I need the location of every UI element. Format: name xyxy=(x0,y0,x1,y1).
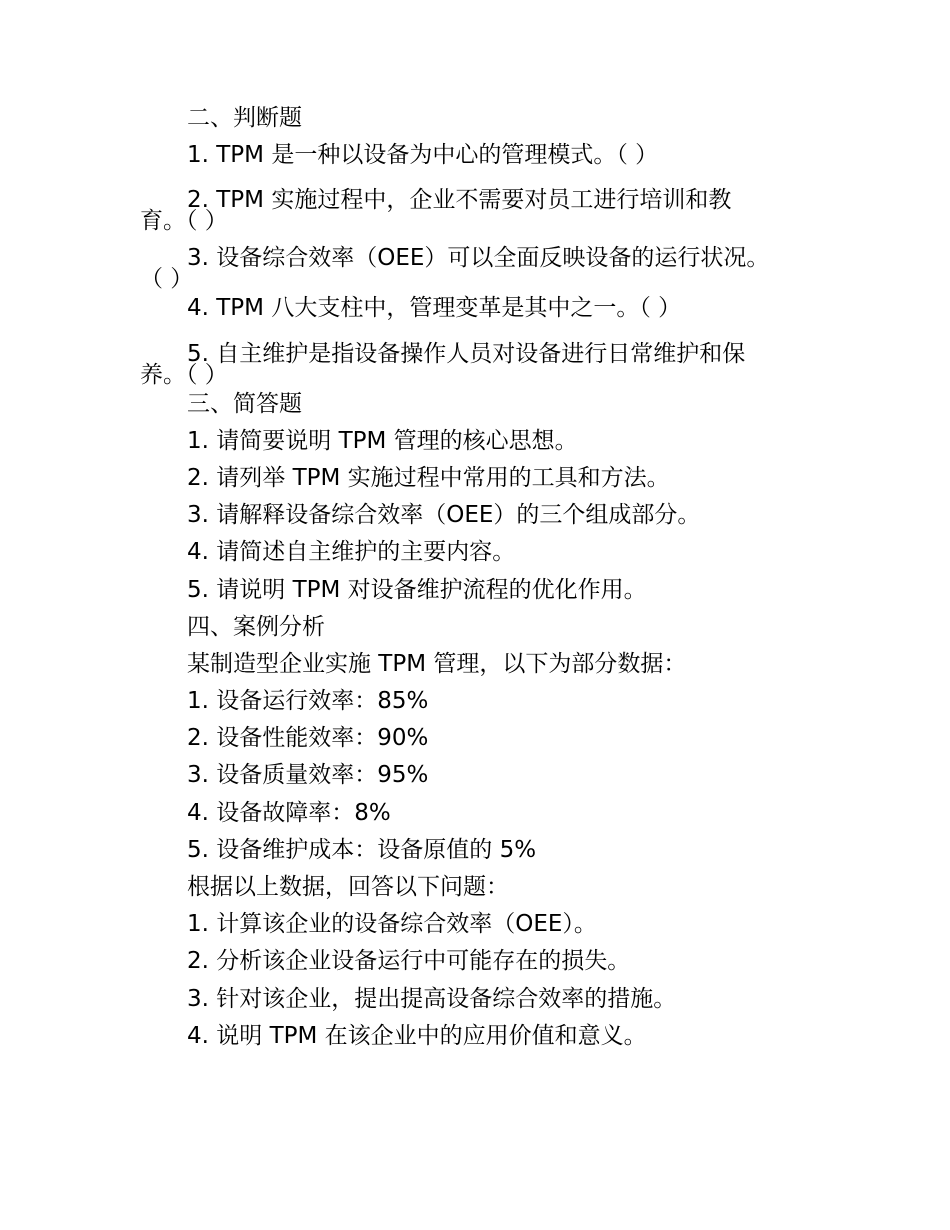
judgment-question-5-line-1: 5. 自主维护是指设备操作人员对设备进行日常维护和保 xyxy=(187,340,746,367)
case-intro: 某制造型企业实施 TPM 管理，以下为部分数据： xyxy=(187,650,687,677)
case-question-2: 2. 分析该企业设备运行中可能存在的损失。 xyxy=(187,948,631,975)
judgment-question-4: 4. TPM 八大支柱中，管理变革是其中之一。（ ） xyxy=(187,295,682,322)
case-data-item-2: 2. 设备性能效率：90% xyxy=(187,725,429,752)
judgment-question-2 xyxy=(140,174,790,235)
section-heading-judgment: 二、判断题 xyxy=(187,105,302,131)
judgment-question-3 xyxy=(140,232,790,293)
short-answer-question-5: 5. 请说明 TPM 对设备维护流程的优化作用。 xyxy=(187,576,647,603)
judgment-question-1: 1. TPM 是一种以设备为中心的管理模式。（ ） xyxy=(187,142,659,169)
case-question-4: 4. 说明 TPM 在该企业中的应用价值和意义。 xyxy=(187,1022,647,1049)
case-data-item-3: 3. 设备质量效率：95% xyxy=(187,762,429,789)
short-answer-question-2: 2. 请列举 TPM 实施过程中常用的工具和方法。 xyxy=(187,464,670,491)
judgment-question-2-line-2: 育。（ ） xyxy=(140,208,228,235)
short-answer-question-4: 4. 请简述自主维护的主要内容。 xyxy=(187,539,516,566)
case-data-item-4: 4. 设备故障率：8% xyxy=(187,799,391,826)
case-data-item-5: 5. 设备维护成本：设备原值的 5% xyxy=(187,836,537,863)
case-question-3: 3. 针对该企业，提出提高设备综合效率的措施。 xyxy=(187,985,677,1012)
section-heading-short-answer: 三、简答题 xyxy=(187,390,302,417)
document-body xyxy=(140,100,790,1055)
case-data-item-1: 1. 设备运行效率：85% xyxy=(187,688,429,715)
short-answer-question-1: 1. 请简要说明 TPM 管理的核心思想。 xyxy=(187,427,578,454)
case-question-intro: 根据以上数据，回答以下问题： xyxy=(187,874,509,900)
short-answer-question-3: 3. 请解释设备综合效率（OEE）的三个组成部分。 xyxy=(187,502,701,529)
judgment-question-3-line-1: 3. 设备综合效率（OEE）可以全面反映设备的运行状况。 xyxy=(187,245,770,272)
judgment-question-3-line-2: （ ） xyxy=(140,266,194,293)
judgment-question-5-line-2: 养。（ ） xyxy=(140,361,228,388)
case-question-1: 1. 计算该企业的设备综合效率（OEE）。 xyxy=(187,911,597,938)
judgment-question-5 xyxy=(140,328,790,386)
judgment-question-2-line-1: 2. TPM 实施过程中，企业不需要对员工进行培训和教 xyxy=(187,187,732,214)
section-heading-case-analysis: 四、案例分析 xyxy=(187,613,325,640)
